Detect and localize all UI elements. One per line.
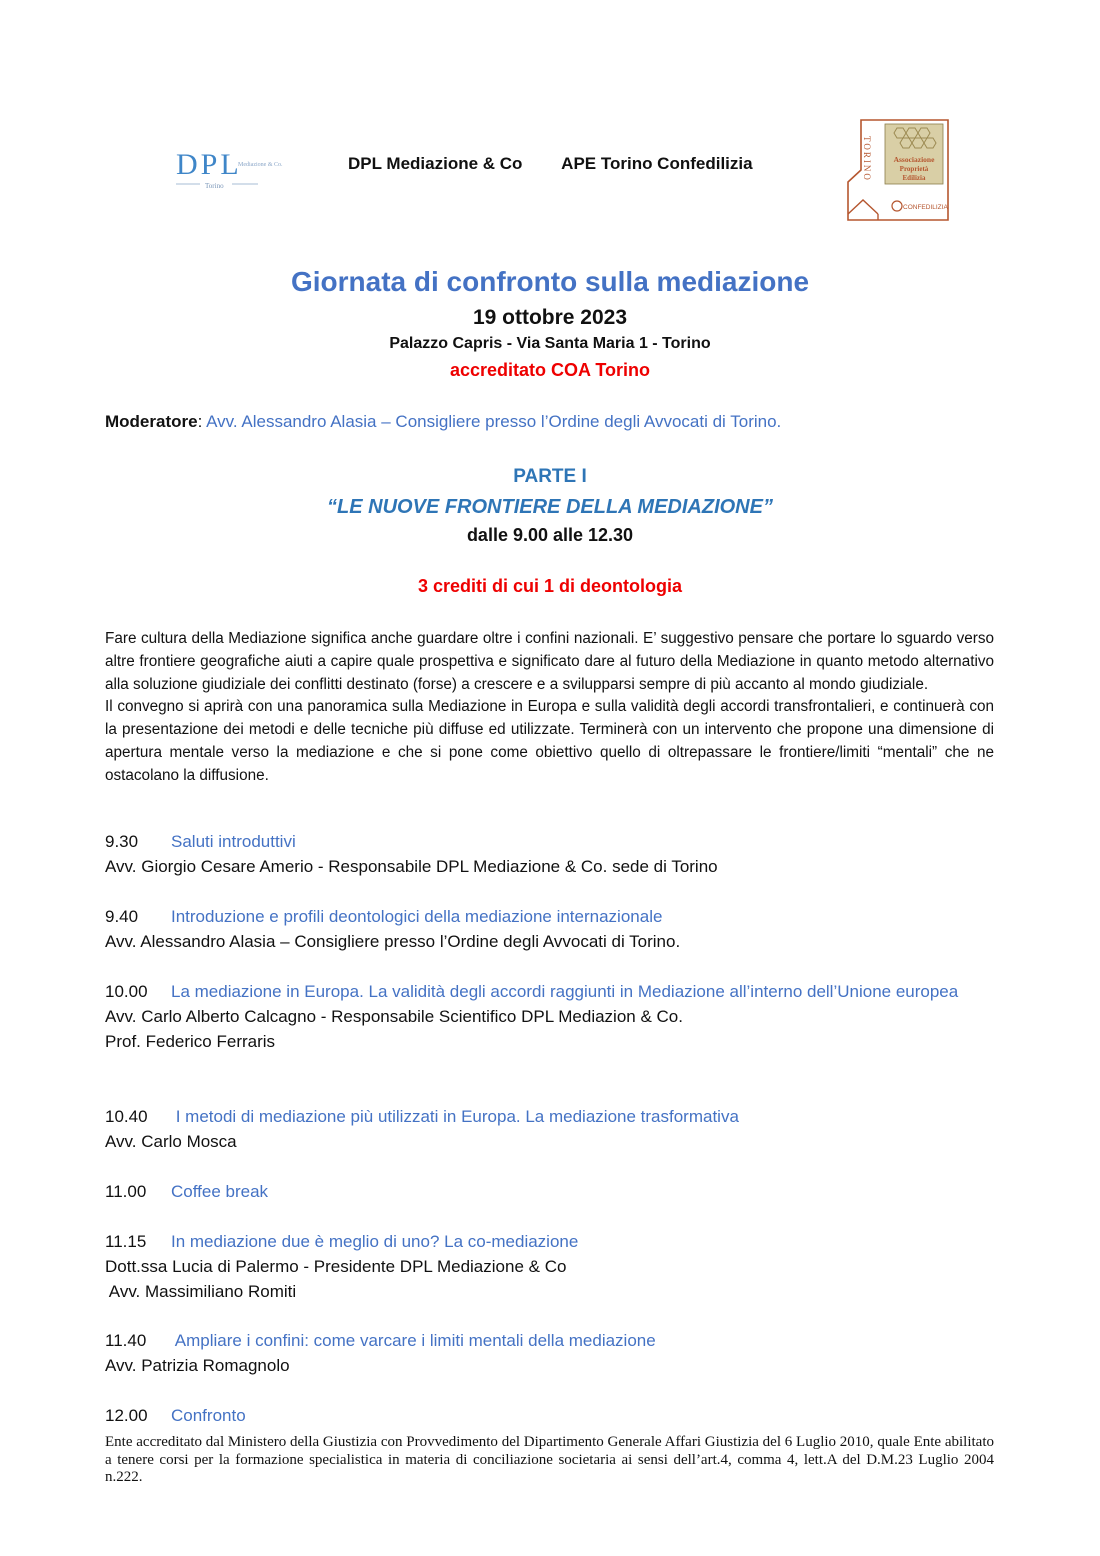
dpl-logo-sub: Mediazione & Co. bbox=[238, 162, 283, 168]
schedule-time: 11.40 bbox=[105, 1331, 147, 1350]
schedule-title: Saluti introduttivi bbox=[171, 832, 296, 851]
schedule-title: La mediazione in Europa. La validità degli accordi raggiunti in Mediazione all’interno dell’Unione europea bbox=[171, 982, 959, 1001]
schedule-speaker: Avv. Alessandro Alasia – Consigliere presso l’Ordine degli Avvocati di Torino. bbox=[105, 932, 681, 951]
ape-logo-side-text: TORINO bbox=[862, 136, 872, 182]
schedule-speaker: Avv. Giorgio Cesare Amerio - Responsabile DPL Mediazione & Co. sede di Torino bbox=[105, 857, 718, 876]
schedule-speaker: Avv. Massimiliano Romiti bbox=[105, 1282, 297, 1301]
intro-text bbox=[105, 628, 994, 788]
footer-text: Ente accreditato dal Ministero della Giustizia con Provvedimento del Dipartimento Generale Affari Giustizia del 6 Luglio 2010, quale Ente abilitato a tenere corsi per la formazione specialistica in materia di conciliazione societaria ai sensi dell’art.4, comma 4, lett.A del D.M.23 Luglio 2004 n.222. bbox=[105, 1434, 994, 1485]
ape-logo-brand: CONFEDILIZIA bbox=[903, 204, 948, 211]
part-title: “LE NUOVE FRONTIERE DELLA MEDIAZIONE” bbox=[327, 496, 773, 518]
schedule-item bbox=[105, 1104, 994, 1154]
header-orgs bbox=[348, 154, 753, 174]
moderator-label: Moderatore bbox=[105, 412, 198, 431]
moderator-line bbox=[105, 412, 781, 432]
event-venue: Palazzo Capris - Via Santa Maria 1 - Torino bbox=[389, 335, 711, 352]
schedule-title: I metodi di mediazione più utilizzati in Europa. La mediazione trasformativa bbox=[171, 1107, 739, 1126]
schedule-item bbox=[105, 904, 994, 954]
schedule-time: 11.00 bbox=[105, 1182, 147, 1201]
schedule-time: 9.40 bbox=[105, 907, 139, 926]
moderator-text: Avv. Alessandro Alasia – Consigliere presso l’Ordine degli Avvocati di Torino. bbox=[202, 412, 782, 431]
dpl-logo bbox=[170, 144, 283, 200]
intro-paragraph-1: Fare cultura della Mediazione significa anche guardare oltre i confini nazionali. E’ suggestivo pensare che portare lo sguardo verso altre frontiere geografiche aiuti a capire quale prospettiva e significato dare al futuro della Mediazione in quanto metodo alternativo alla soluzione giudiziale dei conflitti destinato (forse) a crescere e a svilupparsi sempre di più accanto al mondo giudiziale. bbox=[105, 630, 994, 693]
schedule-title: Confronto bbox=[171, 1406, 246, 1425]
dpl-logo-city: Torino bbox=[205, 182, 224, 190]
schedule-time: 10.40 bbox=[105, 1107, 148, 1126]
schedule-title: Ampliare i confini: come varcare i limiti mentali della mediazione bbox=[171, 1331, 656, 1350]
ape-logo-line2: Proprietà bbox=[899, 165, 929, 173]
moderator-sep: : bbox=[197, 412, 203, 431]
schedule-title: In mediazione due è meglio di uno? La co-mediazione bbox=[171, 1232, 579, 1251]
schedule-item bbox=[105, 1403, 994, 1428]
schedule-item bbox=[105, 1229, 994, 1304]
part-label: PARTE I bbox=[513, 466, 587, 487]
schedule-title: Coffee break bbox=[171, 1182, 269, 1201]
schedule-speaker: Avv. Carlo Mosca bbox=[105, 1132, 237, 1151]
part-hours: dalle 9.00 alle 12.30 bbox=[466, 525, 634, 545]
schedule-speaker: Avv. Patrizia Romagnolo bbox=[105, 1356, 290, 1375]
part-credits: 3 crediti di cui 1 di deontologia bbox=[417, 576, 683, 596]
schedule-time: 9.30 bbox=[105, 832, 139, 851]
org-ape: APE Torino Confedilizia bbox=[561, 154, 753, 173]
schedule-item bbox=[105, 1179, 994, 1204]
footer-note bbox=[105, 1434, 994, 1487]
dpl-logo-text: DPL bbox=[176, 148, 242, 181]
ape-confedilizia-logo bbox=[845, 118, 951, 222]
schedule-time: 10.00 bbox=[105, 982, 148, 1001]
schedule-item bbox=[105, 1328, 994, 1378]
ape-logo-line3: Edilizia bbox=[902, 174, 926, 182]
schedule-speaker: Avv. Carlo Alberto Calcagno - Responsabile Scientifico DPL Mediazion & Co. bbox=[105, 1007, 683, 1026]
event-date: 19 ottobre 2023 bbox=[472, 306, 628, 329]
org-dpl: DPL Mediazione & Co bbox=[348, 154, 523, 173]
schedule-speaker: Prof. Federico Ferraris bbox=[105, 1032, 276, 1051]
ape-logo-line1: Associazione bbox=[893, 155, 935, 164]
schedule-speaker: Dott.ssa Lucia di Palermo - Presidente DPL Mediazione & Co bbox=[105, 1257, 567, 1276]
schedule-time: 12.00 bbox=[105, 1406, 148, 1425]
intro-paragraph-2: Il convegno si aprirà con una panoramica sulla Mediazione in Europa e sulla validità degli accordi transfrontalieri, e continuerà con la presentazione dei metodi e delle tecniche più diffuse ed utilizzate. Terminerà con un intervento che propone una dimensione di apertura mentale verso la mediazione e che si pone come obiettivo quello di oltrepassare le frontiere/limiti “mentali” che ne ostacolano la diffusione. bbox=[105, 698, 994, 784]
schedule-item bbox=[105, 979, 994, 1054]
schedule-item bbox=[105, 829, 994, 879]
event-accreditation: accreditato COA Torino bbox=[449, 360, 651, 380]
schedule-time: 11.15 bbox=[105, 1232, 147, 1251]
event-title: Giornata di confronto sulla mediazione bbox=[290, 266, 810, 297]
schedule-title: Introduzione e profili deontologici della mediazione internazionale bbox=[171, 907, 663, 926]
